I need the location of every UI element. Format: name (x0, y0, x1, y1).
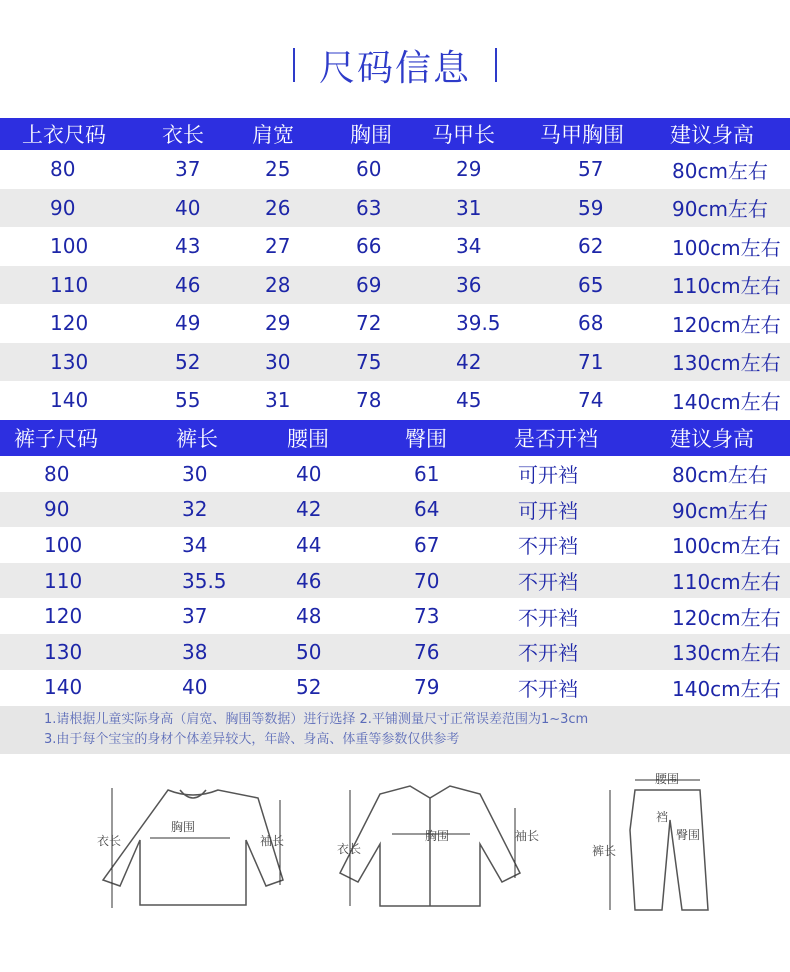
table-cell: 49 (175, 311, 201, 336)
top_table-header (0, 118, 790, 150)
table-cell: 25 (265, 157, 291, 182)
table-cell: 55 (175, 388, 201, 413)
table-cell: 75 (356, 349, 382, 374)
table-cell: 30 (182, 461, 208, 486)
table-cell: 130 (50, 349, 89, 374)
table-cell: 62 (578, 234, 604, 259)
table-row (0, 343, 790, 382)
pants-crotch-label: 裆 (656, 810, 669, 824)
table-cell: 52 (175, 349, 201, 374)
table-cell: 37 (182, 604, 208, 629)
table-row (0, 634, 790, 670)
table-cell: 140 (50, 388, 89, 413)
table-cell: 40 (182, 675, 208, 700)
table-cell: 66 (356, 234, 382, 259)
sweater-chest-label: 胸围 (171, 820, 196, 834)
table-cell: 100cm左右 (672, 235, 781, 260)
table-row (0, 189, 790, 228)
table-row (0, 150, 790, 189)
table-cell: 57 (578, 157, 604, 182)
table-cell: 31 (265, 388, 291, 413)
table-cell: 32 (182, 497, 208, 522)
table-cell: 61 (414, 461, 440, 486)
table-row (0, 670, 790, 706)
top_table-header-cell: 建议身高 (670, 123, 754, 147)
table-cell: 90 (50, 195, 76, 220)
title-area (0, 40, 790, 90)
table-row (0, 598, 790, 634)
table-cell: 65 (578, 272, 604, 297)
table-cell: 140 (44, 675, 83, 700)
shirt-sleeve-label: 袖长 (515, 829, 540, 843)
table-cell: 50 (296, 639, 322, 664)
table-cell: 79 (414, 675, 440, 700)
pants-size-table (0, 420, 790, 705)
table-cell: 110cm左右 (672, 274, 781, 299)
pants-hip-label: 臀围 (676, 828, 701, 842)
table-cell: 46 (175, 272, 201, 297)
page-title: 尺码信息 (318, 47, 471, 89)
table-cell: 28 (265, 272, 291, 297)
table-cell: 39.5 (456, 311, 501, 336)
table-row (0, 304, 790, 343)
table-cell: 73 (414, 604, 440, 629)
table-cell: 40 (175, 195, 201, 220)
table-cell: 不开裆 (518, 605, 578, 630)
table-row (0, 266, 790, 305)
table-cell: 60 (356, 157, 382, 182)
table-cell: 71 (578, 349, 604, 374)
table-cell: 45 (456, 388, 482, 413)
table-cell: 110cm左右 (672, 570, 781, 595)
note-line-2: 3.由于每个宝宝的身材个体差异较大，年龄、身高、体重等参数仅供参考 (44, 732, 460, 747)
table-cell: 34 (182, 532, 208, 557)
sweater-sleeve-label: 袖长 (260, 834, 285, 848)
title-bar-right (495, 48, 497, 82)
table-cell: 76 (414, 639, 440, 664)
table-cell: 27 (265, 234, 291, 259)
table-cell: 42 (456, 349, 482, 374)
table-cell: 43 (175, 234, 201, 259)
pants_table-header-cell: 裤子尺码 (14, 427, 98, 451)
table-cell: 78 (356, 388, 382, 413)
table-cell: 不开裆 (518, 676, 578, 701)
table-cell: 80 (44, 461, 70, 486)
pants_table-header-cell: 建议身高 (670, 427, 754, 451)
table-cell: 59 (578, 195, 604, 220)
table-cell: 90cm左右 (672, 197, 768, 222)
table-cell: 72 (356, 311, 382, 336)
table-cell: 120cm左右 (672, 605, 781, 630)
table-cell: 36 (456, 272, 482, 297)
table-cell: 38 (182, 639, 208, 664)
table-cell: 40 (296, 461, 322, 486)
top-size-table (0, 118, 790, 420)
table-cell: 130cm左右 (672, 351, 781, 376)
table-cell: 70 (414, 568, 440, 593)
pants_table-header-cell: 裤长 (176, 427, 218, 451)
table-cell: 74 (578, 388, 604, 413)
table-cell: 63 (356, 195, 382, 220)
shirt-diagram (330, 778, 550, 928)
pants-length-label: 裤长 (592, 844, 617, 858)
pants-waist-label: 腰围 (655, 772, 680, 786)
table-cell: 140cm左右 (672, 389, 781, 414)
table-row (0, 456, 790, 492)
table-cell: 90 (44, 497, 70, 522)
shirt-chest-label: 胸围 (425, 829, 450, 843)
table-cell: 100 (50, 234, 89, 259)
pants_table-header-cell: 臀围 (405, 427, 447, 451)
table-cell: 110 (44, 568, 83, 593)
table-cell: 44 (296, 532, 322, 557)
table-cell: 130 (44, 639, 83, 664)
pants_table-header (0, 420, 790, 456)
table-cell: 不开裆 (518, 570, 578, 595)
table-cell: 46 (296, 568, 322, 593)
table-cell: 29 (456, 157, 482, 182)
table-cell: 64 (414, 497, 440, 522)
pants_table-header-cell: 腰围 (287, 427, 329, 451)
table-cell: 100 (44, 532, 83, 557)
table-cell: 30 (265, 349, 291, 374)
table-cell: 48 (296, 604, 322, 629)
table-cell: 52 (296, 675, 322, 700)
top_table-header-cell: 胸围 (350, 123, 392, 147)
table-cell: 68 (578, 311, 604, 336)
table-cell: 120 (50, 311, 89, 336)
table-cell: 80cm左右 (672, 158, 768, 183)
table-cell: 110 (50, 272, 89, 297)
top_table-header-cell: 衣长 (162, 123, 204, 147)
table-cell: 42 (296, 497, 322, 522)
table-cell: 35.5 (182, 568, 227, 593)
table-cell: 37 (175, 157, 201, 182)
table-cell: 140cm左右 (672, 676, 781, 701)
top_table-header-cell: 上衣尺码 (22, 123, 106, 147)
table-cell: 120 (44, 604, 83, 629)
measurement-diagrams (0, 760, 790, 940)
table-cell: 69 (356, 272, 382, 297)
table-cell: 120cm左右 (672, 312, 781, 337)
table-cell: 不开裆 (518, 641, 578, 666)
top_table-header-cell: 马甲胸围 (540, 123, 624, 147)
table-cell: 可开裆 (518, 498, 578, 523)
table-cell: 80 (50, 157, 76, 182)
table-row (0, 563, 790, 599)
table-row (0, 227, 790, 266)
pants_table-header-cell: 是否开裆 (514, 427, 598, 451)
table-cell: 130cm左右 (672, 641, 781, 666)
title-bar-left (293, 48, 295, 82)
table-cell: 31 (456, 195, 482, 220)
table-cell: 26 (265, 195, 291, 220)
table-cell: 67 (414, 532, 440, 557)
note-line-1: 1.请根据儿童实际身高（肩宽、胸围等数据）进行选择 2.平铺测量尺寸正常误差范围为1~3cm (44, 712, 589, 727)
table-cell: 34 (456, 234, 482, 259)
table-cell: 80cm左右 (672, 463, 768, 488)
top_table-header-cell: 马甲长 (432, 123, 495, 147)
sweater-length-label: 衣长 (97, 834, 122, 848)
table-row (0, 527, 790, 563)
notes (0, 706, 790, 754)
table-cell: 29 (265, 311, 291, 336)
table-cell: 不开裆 (518, 534, 578, 559)
table-cell: 90cm左右 (672, 498, 768, 523)
table-cell: 可开裆 (518, 463, 578, 488)
shirt-length-label: 衣长 (337, 842, 362, 856)
table-row (0, 492, 790, 528)
table-cell: 100cm左右 (672, 534, 781, 559)
top_table-header-cell: 肩宽 (252, 123, 294, 147)
table-row (0, 381, 790, 420)
